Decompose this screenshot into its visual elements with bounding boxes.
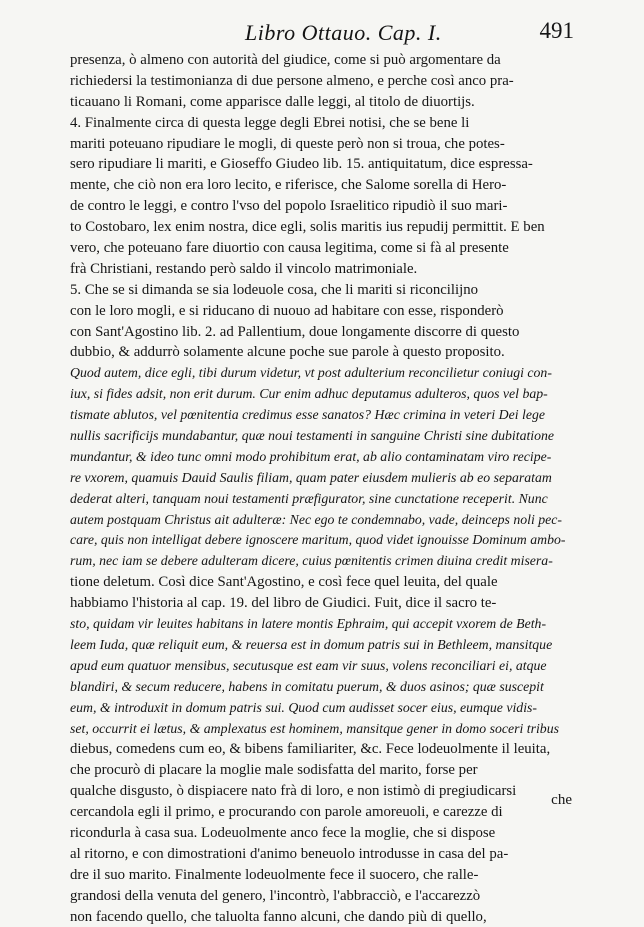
catchword: che	[551, 792, 572, 808]
text-line: al ritorno, e con dimostrationi d'animo beneuolo introdusse in casa del pa-	[70, 845, 509, 862]
running-head: Libro Ottauo. Cap. I.	[245, 20, 442, 45]
text-line: set, occurrit ei lætus, & amplexatus est hominem, mansitque gener in domo soceri tribus	[70, 720, 559, 736]
text-line: autem postquam Christus ait adulteræ: Nec ego te condemnabo, vade, deinceps noli pec-	[70, 511, 562, 527]
text-line: qualche disgusto, ò dispiacere nato frà di loro, e non istimò di pregiudicarsi	[70, 783, 517, 800]
text-line: iux, si fides adsit, non erit durum. Cur enim adhuc deputamus adulteros, quos vel bap-	[70, 386, 548, 402]
text-line: non facendo quello, che taluolta fanno alcuni, che dando più di quello,	[70, 908, 487, 925]
text-line: mariti poteuano ripudiare le mogli, di queste però non si troua, che potes-	[70, 135, 505, 152]
text-line: nullis sacrificijs mundabantur, quæ noui testamenti in sanguine Christi sine dubitatione	[70, 428, 555, 444]
text-line: rum, nec iam se debere adulteram dicere, cuius pœnitentis crimen diuina credit misera-	[70, 553, 553, 569]
text-line: sto, quidam vir leuites habitans in latere montis Ephraim, qui accepit vxorem de Beth-	[70, 616, 547, 632]
text-line: cercandola egli il primo, e procurando con parole amoreuoli, e carezze di	[70, 804, 503, 821]
text-line: che procurò di placare la moglie male sodisfatta del marito, forse per	[70, 762, 478, 779]
text-line: diebus, comedens cum eo, & bibens familiariter, &c. Fece lodeuolmente il leuita,	[70, 741, 551, 758]
text-line: mente, che ciò non era loro lecito, e riferisce, che Salome sorella di Hero-	[70, 177, 507, 194]
page-header	[70, 16, 574, 46]
text-line: vero, che poteuano fare diuortio con causa legitima, come si fà al presente	[70, 240, 509, 257]
text-line: leem Iuda, quæ reliquit eum, & reuersa est in domum patris sui in Bethleem, mansitque	[70, 636, 553, 652]
text-line: Quod autem, dice egli, tibi durum videtur, vt post adulterium reconcilietur coniugi con-	[70, 365, 552, 381]
text-line: tismate ablutos, vel pœnitentia credimus esse sanatos? Hæc crimina in veteri Dei lege	[70, 407, 546, 423]
text-line: dre il suo marito. Finalmente lodeuolmente fece il suocero, che ralle-	[70, 866, 479, 883]
text-line: blandiri, & secum reducere, habens in comitatu puerum, & duos asinos; quæ suscepit	[70, 678, 544, 694]
text-line: presenza, ò almeno con autorità del giudice, come si può argomentare da	[70, 52, 501, 68]
text-line: mundantur, & ideo tunc omni modo prohibitum erat, ab alio contaminatam viro recipe-	[70, 448, 552, 464]
text-line: de contro le leggi, e contro l'vso del popolo Israelitico ripudiò il suo mari-	[70, 198, 508, 215]
text-line: frà Christiani, restando però saldo il vincolo matrimoniale.	[70, 260, 418, 277]
body-text	[70, 50, 572, 927]
text-line: habbiamo l'historia al cap. 19. del libro de Giudici. Fuit, dice il sacro te-	[70, 595, 497, 612]
text-line: eum, & introduxit in domum patris sui. Quod cum audisset socer eius, eumque vidis-	[70, 699, 538, 715]
text-line: re vxorem, quamuis Dauid Saulis filiam, quam pater eiusdem mulieris ab eo separatam	[70, 469, 552, 485]
text-line: tione deletum. Così dice Sant'Agostino, e così fece quel leuita, del quale	[70, 574, 498, 591]
text-line: dubbio, & addurrò solamente alcune poche sue parole à questo proposito.	[70, 344, 505, 361]
text-line: dederat alteri, tanquam noui testamenti præfigurator, sine cunctatione receperit. Nunc	[70, 490, 548, 506]
text-line: richiedersi la testimonianza di due persone almeno, e perche così anco pra-	[70, 72, 514, 89]
text-line: 4. Finalmente circa di questa legge degli Ebrei notisi, che se bene li	[70, 114, 470, 131]
text-line: care, quis non intelligat debere ignoscere maritum, quod videt ignouisse Dominum ambo-	[70, 532, 566, 548]
text-line: grandosi della venuta del genero, l'incontrò, l'abbracciò, e l'accarezzò	[70, 887, 481, 904]
text-line: ricondurla à casa sua. Lodeuolmente anco fece la moglie, che si dispose	[70, 824, 496, 841]
page-number: 491	[539, 18, 574, 43]
text-line: apud eum quatuor mensibus, secutusque est eam vir suus, volens reconciliari ei, atque	[70, 657, 547, 673]
text-line: ticauano li Romani, come apparisce dalle leggi, al titolo de diuortijs.	[70, 93, 475, 110]
text-line: con Sant'Agostino lib. 2. ad Pallentium, doue longamente discorre di questo	[70, 323, 520, 340]
text-line: 5. Che se si dimanda se sia lodeuole cosa, che li mariti si riconcilijno	[70, 281, 479, 298]
text-line: con le loro mogli, e si riducano di nuouo ad habitare con esse, risponderò	[70, 302, 504, 319]
text-line: to Costobaro, lex enim nostra, dice egli, solis maritis ius repudij permittit. E ben	[70, 219, 545, 236]
text-line: sero ripudiare li mariti, e Gioseffo Giudeo lib. 15. antiquitatum, dice espressa-	[70, 156, 533, 173]
